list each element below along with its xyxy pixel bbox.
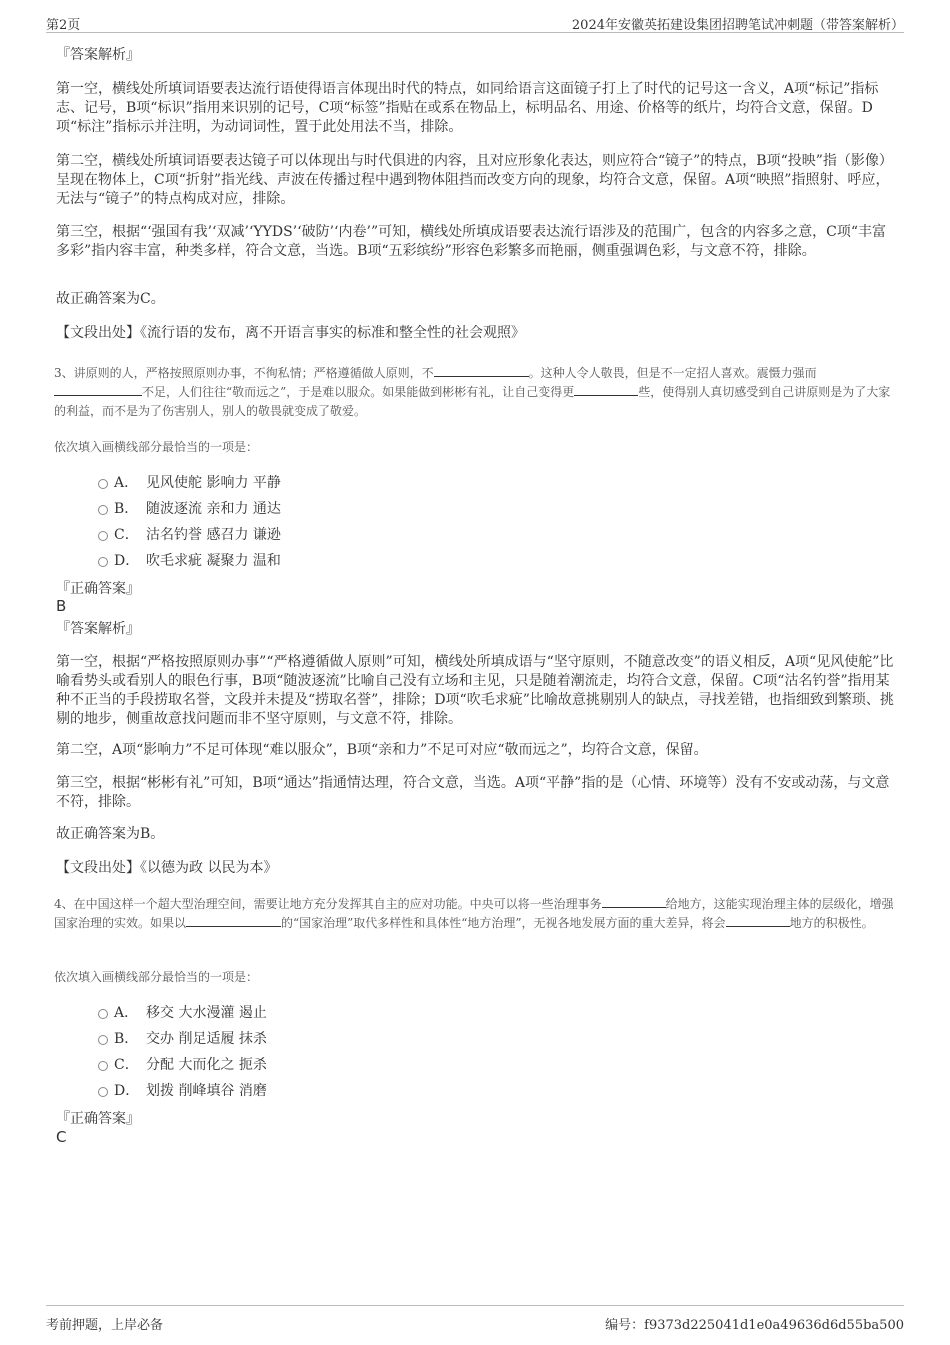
q4-answer: C <box>56 1128 67 1146</box>
q2-conclusion: 故正确答案为C。 <box>56 291 165 307</box>
q3-analysis-para-2: 第二空，A项“影响力”不足可体现“难以服众”，B项“亲和力”不足可对应“敬而远之”，均符合文意，保留。 <box>56 742 708 758</box>
q3-question-text: 3、讲原则的人，严格按照原则办事，不徇私情；严格遵循做人原则，不 。这种人令人敬畏，但是不一定招人喜欢。震慑力强而不足，人们往往“敬而远之”，于是难以服众。如果能做到彬彬有礼，让自己变得更 些，使得别人真切感受到自己讲原则是为了大家的利益，而不是为了伤害别人，别人的敬畏就变成了敬爱。 <box>54 366 891 418</box>
q3-blank-2 <box>54 383 142 396</box>
q3-analysis-label: 『答案解析』 <box>56 621 140 637</box>
radio-icon[interactable] <box>98 1061 108 1071</box>
q4-answer-label: 『正确答案』 <box>56 1111 140 1127</box>
q3-analysis-para-1: 第一空，根据“严格按照原则办事”“严格遵循做人原则”可知，横线处所填成语与“坚守原则，不随意改变”的语义相反，A项“见风使舵”比喻看势头或看别人的眼色行事，B项“随波逐流”比喻自己没有立场和主见，只是随着潮流走，均符合文意，保留。C项“沽名钓誉”指用某种不正当的手段捞取名誉，文段并未提及“捞取名誉”，排除；D项“吹毛求疵”比喻故意挑剔别人的缺点，寻找差错，也指细致到繁琐、挑剔的地步，侧重故意找问题而非不坚守原则，与文意不符，排除。 <box>56 654 894 727</box>
q4-blank-1 <box>602 895 666 908</box>
q3-conclusion: 故正确答案为B。 <box>56 826 165 842</box>
document-title: 2024年安徽英拓建设集团招聘笔试冲刺题（带答案解析） <box>571 18 904 33</box>
q4-option-a[interactable]: A． 移交 大水漫灌 遏止 <box>56 1000 456 1026</box>
q3-blank-1 <box>434 364 529 377</box>
q4-blank-2 <box>186 914 281 927</box>
q2-analysis-para-1: 第一空，横线处所填词语要表达流行语使得语言体现出时代的特点，如同给语言这面镜子打上了时代的记号这一含义，A项“标记”指标志、记号，B项“标识”指用来识别的记号，C项“标签”指贴在或系在物品上，标明品名、用途、价格等的纸片，均符合文意，保留。D项“标注”指标示并注明，为动词词性，置于此处用法不当，排除。 <box>56 81 879 135</box>
q4-option-d[interactable]: D． 划拨 削峰填谷 消磨 <box>56 1078 456 1104</box>
q3-answer: B <box>56 597 67 615</box>
radio-icon[interactable] <box>98 1087 108 1097</box>
radio-icon[interactable] <box>98 531 108 541</box>
q2-analysis-para-2: 第二空，横线处所填词语要表达镜子可以体现出与时代俱进的内容，且对应形象化表达，则应符合“镜子”的特点，B项“投映”指（影像）呈现在物体上，C项“折射”指光线、声波在传播过程中遇到物体阻挡而改变方向的现象，均符合文意，保留。A项“映照”指照射、呼应，无法与“镜子”的特点构成对应，排除。 <box>56 153 893 207</box>
footer-slogan: 考前押题，上岸必备 <box>46 1318 164 1333</box>
radio-icon[interactable] <box>98 505 108 515</box>
q4-options <box>56 1000 456 1104</box>
q3-option-c[interactable]: C． 沽名钓誉 感召力 谦逊 <box>56 522 456 548</box>
radio-icon[interactable] <box>98 1009 108 1019</box>
q3-options <box>56 470 456 574</box>
q3-option-b[interactable]: B． 随波逐流 亲和力 通达 <box>56 496 456 522</box>
page-footer <box>46 1305 904 1333</box>
page-header <box>46 12 904 33</box>
q4-question-text: 4、在中国这样一个超大型治理空间，需要让地方充分发挥其自主的应对功能。中央可以将一些治理事务 给地方，这能实现治理主体的层级化，增强国家治理的实效。如果以 的“国家治理”取代多样性和具体性“地方治理”，无视各地发展方面的重大差异，将会 地方的积极性。 <box>54 897 894 930</box>
q4-option-b[interactable]: B． 交办 削足适履 抹杀 <box>56 1026 456 1052</box>
q2-analysis-label: 『答案解析』 <box>56 47 140 63</box>
q3-answer-label: 『正确答案』 <box>56 581 140 597</box>
q3-option-a[interactable]: A． 见风使舵 影响力 平静 <box>56 470 456 496</box>
q4-option-c[interactable]: C． 分配 大而化之 扼杀 <box>56 1052 456 1078</box>
page-number: 第2页 <box>46 18 81 33</box>
q2-source: 【文段出处】《流行语的发布，离不开语言事实的标准和整全性的社会观照》 <box>56 325 525 341</box>
radio-icon[interactable] <box>98 1035 108 1045</box>
q4-prompt: 依次填入画横线部分最恰当的一项是： <box>54 970 259 984</box>
q3-blank-3 <box>574 383 638 396</box>
q2-analysis-para-3: 第三空，根据“‘强国有我’‘双减’‘YYDS’‘破防’‘内卷’”可知，横线处所填成语要表达流行语涉及的范围广，包含的内容多之意，C项“丰富多彩”指内容丰富，种类多样，符合文意，当选。B项“五彩缤纷”形容色彩繁多而艳丽，侧重强调色彩，与文意不符，排除。 <box>56 224 886 259</box>
document-id: 编号：f9373d225041d1e0a49636d6d55ba500 <box>605 1318 904 1333</box>
q3-option-d[interactable]: D． 吹毛求疵 凝聚力 温和 <box>56 548 456 574</box>
q4-blank-3 <box>726 914 790 927</box>
radio-icon[interactable] <box>98 557 108 567</box>
q3-analysis-para-3: 第三空，根据“彬彬有礼”可知，B项“通达”指通情达理，符合文意，当选。A项“平静”指的是（心情、环境等）没有不安或动荡，与文意不符，排除。 <box>56 775 890 810</box>
q3-source: 【文段出处】《以德为政 以民为本》 <box>56 860 278 876</box>
radio-icon[interactable] <box>98 479 108 489</box>
q3-prompt: 依次填入画横线部分最恰当的一项是： <box>54 440 259 454</box>
